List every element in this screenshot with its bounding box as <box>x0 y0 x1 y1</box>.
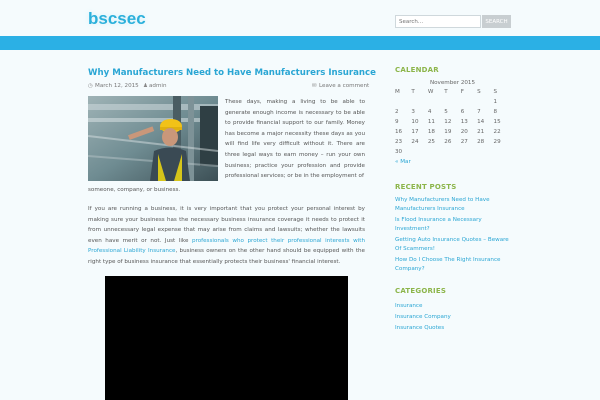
calendar-day: 18 <box>427 129 435 135</box>
calendar-day: 16 <box>395 129 403 135</box>
calendar-day: 1 <box>493 99 498 105</box>
calendar-day: 27 <box>460 139 468 145</box>
post-paragraph-1-end: someone, company, or business. <box>88 187 181 193</box>
day-header: S <box>493 89 498 95</box>
calendar-day <box>444 97 460 107</box>
post-author[interactable]: admin <box>149 83 167 89</box>
recent-post-link[interactable]: Getting Auto Insurance Quotes – Beware Of Scammers! <box>395 237 509 252</box>
day-header: T <box>411 89 415 95</box>
calendar-day <box>395 97 411 107</box>
category-link[interactable]: Insurance Quotes <box>395 325 445 331</box>
calendar-day: 21 <box>477 129 485 135</box>
calendar-caption: November 2015 <box>429 80 476 86</box>
calendar-table <box>395 87 510 157</box>
calendar-day: 19 <box>444 129 452 135</box>
calendar-day <box>461 147 477 157</box>
search-button[interactable]: SEARCH <box>482 15 511 28</box>
featured-image <box>88 96 218 181</box>
calendar-day: 14 <box>477 119 485 125</box>
calendar-day <box>428 97 444 107</box>
day-header: W <box>427 89 434 95</box>
calendar-week <box>395 147 510 157</box>
category-link[interactable]: Insurance <box>395 303 423 309</box>
leave-comment-link[interactable]: Leave a comment <box>319 83 370 89</box>
post-paragraph-1: These days, making a living to be able to generate enough income is necessary to be able to provide financial support to our family. Money has become a major necessity these days as you will find life very difficult without it. There are three legal ways to earn money – run your own business; practice your profession and provide professional services; or be in the employment of <box>225 99 365 180</box>
calendar-day: 7 <box>477 109 481 115</box>
post-date[interactable]: March 12, 2015 <box>95 83 139 89</box>
calendar-day: 10 <box>411 119 419 125</box>
calendar-day <box>477 97 493 107</box>
day-header: T <box>444 89 448 95</box>
calendar-day: 13 <box>460 119 468 125</box>
calendar-day <box>428 147 444 157</box>
calendar-day <box>494 147 510 157</box>
user-icon: ♟ <box>143 83 148 89</box>
calendar-day: 28 <box>477 139 485 145</box>
calendar-day <box>477 147 493 157</box>
calendar-day <box>444 147 460 157</box>
recent-posts-title: RECENT POSTS <box>395 183 457 191</box>
calendar-day: 5 <box>444 109 448 115</box>
calendar-day: 2 <box>395 109 399 115</box>
calendar-week <box>395 117 510 127</box>
calendar-day: 4 <box>427 109 432 115</box>
calendar-day: 25 <box>427 139 435 145</box>
calendar-day: 23 <box>395 139 403 145</box>
category-link[interactable]: Insurance Company <box>395 314 451 320</box>
calendar-week <box>395 107 510 117</box>
calendar-day: 8 <box>493 109 498 115</box>
calendar-day: 20 <box>460 129 468 135</box>
calendar-day: 30 <box>395 149 403 155</box>
calendar-day: 12 <box>444 119 452 125</box>
nav-bar <box>0 36 600 50</box>
categories-title: CATEGORIES <box>395 287 447 295</box>
calendar-day: 6 <box>460 109 465 115</box>
post-paragraph-2 <box>88 204 365 268</box>
professional-liability-link[interactable]: professionals who protect their professional interests with Professional Liability Insurance <box>88 237 365 255</box>
comment-icon: ✉ <box>312 83 317 89</box>
calendar-day: 29 <box>493 139 501 145</box>
post-title[interactable]: Why Manufacturers Need to Have Manufacturers Insurance <box>88 68 376 78</box>
calendar-day <box>411 97 427 107</box>
site-logo[interactable]: bscsec <box>88 9 146 28</box>
search-input[interactable] <box>395 15 481 28</box>
calendar-week <box>395 127 510 137</box>
calendar-title: CALENDAR <box>395 66 439 74</box>
calendar-prev-link[interactable]: « Mar <box>395 159 411 165</box>
calendar-day: 26 <box>444 139 452 145</box>
recent-post-link[interactable]: How Do I Choose The Right Insurance Company? <box>395 257 501 272</box>
paragraph-2-text: If you are running a business, it is very important that you protect your personal interest by making sure your business has the necessary business insurance coverage it needs to protect it from unnecessary legal expense that may arise from claims and lawsuits; whether the lawsuits even have merit or not. Just like <box>88 206 365 244</box>
main-content <box>88 66 376 265</box>
video-player[interactable] <box>105 276 348 400</box>
calendar-week <box>395 97 510 107</box>
calendar-week <box>395 137 510 147</box>
categories-list <box>395 301 515 334</box>
day-header: S <box>477 89 481 95</box>
sidebar <box>395 66 515 334</box>
paragraph-2-text-end: , business owners on the other hand should be equipped with the right type of business insurance that essentially protects their business' financial interest. <box>88 248 365 265</box>
calendar-day: 22 <box>493 129 501 135</box>
calendar-day: 3 <box>411 109 415 115</box>
calendar-day: 17 <box>411 129 419 135</box>
post-meta <box>88 83 370 92</box>
recent-posts-list <box>395 196 515 274</box>
day-header: F <box>460 89 464 95</box>
calendar-day <box>461 97 477 107</box>
calendar-day: 11 <box>427 119 435 125</box>
calendar-day <box>411 147 427 157</box>
calendar-day: 9 <box>395 119 399 125</box>
recent-post-link[interactable]: Why Manufacturers Need to Have Manufacturers Insurance <box>395 197 490 212</box>
calendar-header-row <box>395 87 510 97</box>
calendar-day: 15 <box>493 119 501 125</box>
recent-post-link[interactable]: Is Flood Insurance a Necessary Investment? <box>395 217 482 232</box>
day-header: M <box>395 89 400 95</box>
clock-icon: ◷ <box>88 83 93 89</box>
site-header <box>0 0 600 36</box>
calendar-day: 24 <box>411 139 419 145</box>
